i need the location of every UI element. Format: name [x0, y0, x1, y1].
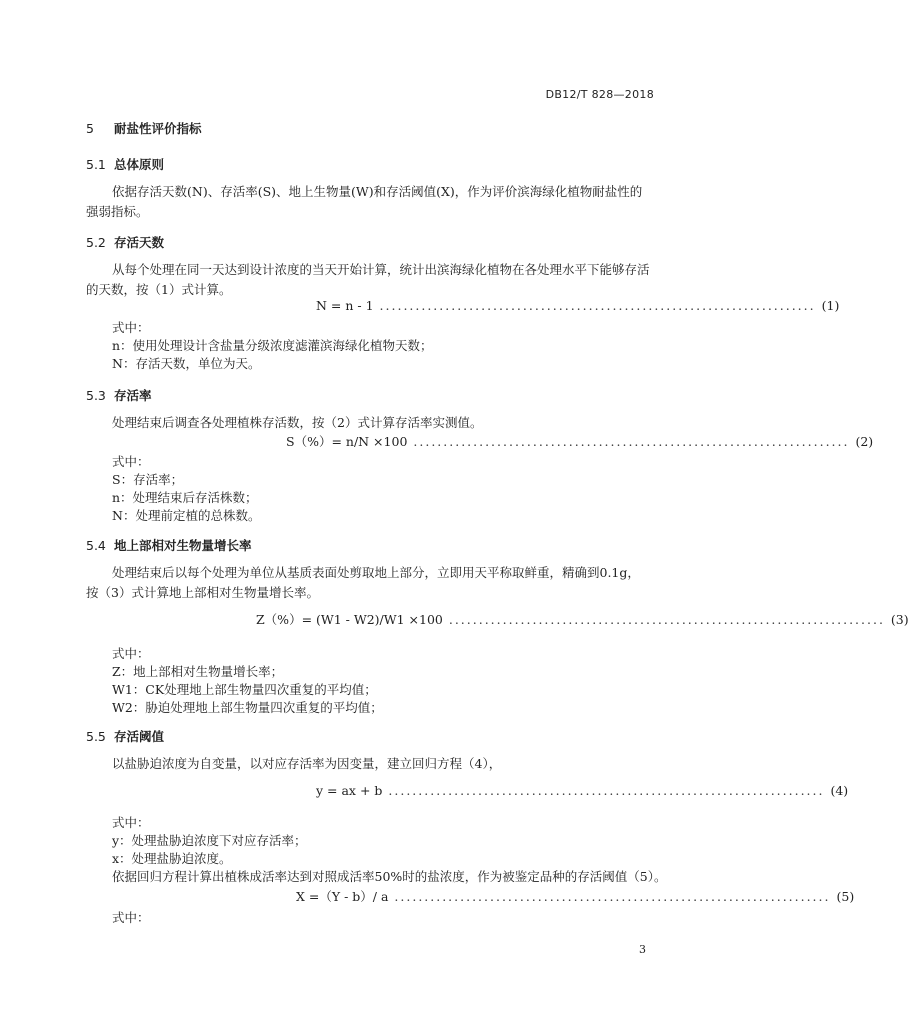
paragraph: 处理结束后调查各处理植株存活数，按（2）式计算存活率实测值。 — [112, 415, 483, 430]
subsection-title: 地上部相对生物量增长率 — [114, 538, 252, 553]
formula-number: (5) — [836, 889, 855, 904]
subsection-title: 存活率 — [114, 388, 152, 403]
formula-row: X =（Y - b）/ a ......................................................................... (5) — [296, 889, 855, 904]
definition: Z：地上部相对生物量增长率； — [112, 664, 284, 679]
standard-code: DB12/T 828—2018 — [545, 88, 654, 101]
formula-row: Z（%）= (W1 - W2)/W1 ×100 ......................................................................... (3) — [256, 612, 909, 627]
definition: W1：CK处理地上部生物量四次重复的平均值； — [112, 682, 377, 697]
formula: S（%）= n/N ×100 — [286, 434, 408, 449]
paragraph: 依据回归方程计算出植株成活率达到对照成活率50%时的盐浓度，作为被鉴定品种的存活阈值（5）。 — [112, 869, 667, 884]
where-label: 式中： — [112, 320, 150, 335]
definition: S：存活率； — [112, 472, 184, 487]
formula-row: N = n - 1 ......................................................................... (1) — [316, 298, 840, 313]
subsection-heading — [86, 729, 164, 745]
where-label: 式中： — [112, 454, 150, 469]
formula: Z（%）= (W1 - W2)/W1 ×100 — [256, 612, 443, 627]
definition: x：处理盐胁迫浓度。 — [112, 851, 232, 866]
subsection-heading — [86, 538, 252, 554]
formula: N = n - 1 — [316, 298, 374, 313]
formula-number: (2) — [855, 434, 874, 449]
definition: N：存活天数，单位为天。 — [112, 356, 261, 371]
formula-number: (4) — [830, 783, 849, 798]
definition: n：使用处理设计含盐量分级浓度滤灌滨海绿化植物天数； — [112, 338, 433, 353]
formula: y = ax + b — [316, 783, 383, 798]
paragraph: 依据存活天数(N)、存活率(S)、地上生物量(W)和存活阈值(X)，作为评价滨海绿化植物耐盐性的强弱指标。 — [86, 184, 643, 219]
subsection-number: 5.3 — [86, 388, 106, 403]
subsection-number: 5.1 — [86, 157, 106, 172]
definition: W2：胁迫处理地上部生物量四次重复的平均值； — [112, 700, 383, 715]
subsection-number: 5.2 — [86, 235, 106, 250]
section-title: 耐盐性评价指标 — [114, 121, 202, 136]
subsection-number: 5.5 — [86, 729, 106, 744]
formula-number: (1) — [821, 298, 840, 313]
where-label: 式中： — [112, 815, 150, 830]
formula: X =（Y - b）/ a — [296, 889, 389, 904]
where-label: 式中： — [112, 910, 150, 925]
subsection-heading — [86, 235, 164, 251]
page-number: 3 — [639, 943, 646, 956]
section-number: 5 — [86, 121, 94, 136]
formula-row: S（%）= n/N ×100 ......................................................................... (2) — [286, 434, 874, 449]
subsection-title: 存活天数 — [114, 235, 165, 250]
section-heading — [86, 121, 202, 137]
definition: y：处理盐胁迫浓度下对应存活率； — [112, 833, 307, 848]
subsection-number: 5.4 — [86, 538, 106, 553]
subsection-heading — [86, 157, 164, 173]
paragraph: 从每个处理在同一天达到设计浓度的当天开始计算，统计出滨海绿化植物在各处理水平下能够存活的天数，按（1）式计算。 — [86, 262, 650, 297]
formula-row: y = ax + b ......................................................................... (4) — [316, 783, 849, 798]
formula-number: (3) — [890, 612, 909, 627]
paragraph: 以盐胁迫浓度为自变量，以对应存活率为因变量，建立回归方程（4）， — [112, 756, 502, 771]
subsection-title: 存活阈值 — [114, 729, 165, 744]
subsection-heading — [86, 388, 152, 404]
subsection-title: 总体原则 — [114, 157, 165, 172]
definition: n：处理结束后存活株数； — [112, 490, 258, 505]
where-label: 式中： — [112, 646, 150, 661]
definition: N：处理前定植的总株数。 — [112, 508, 261, 523]
paragraph: 处理结束后以每个处理为单位从基质表面处剪取地上部分，立即用天平称取鲜重，精确到0.1g，按（3）式计算地上部相对生物量增长率。 — [86, 565, 640, 600]
